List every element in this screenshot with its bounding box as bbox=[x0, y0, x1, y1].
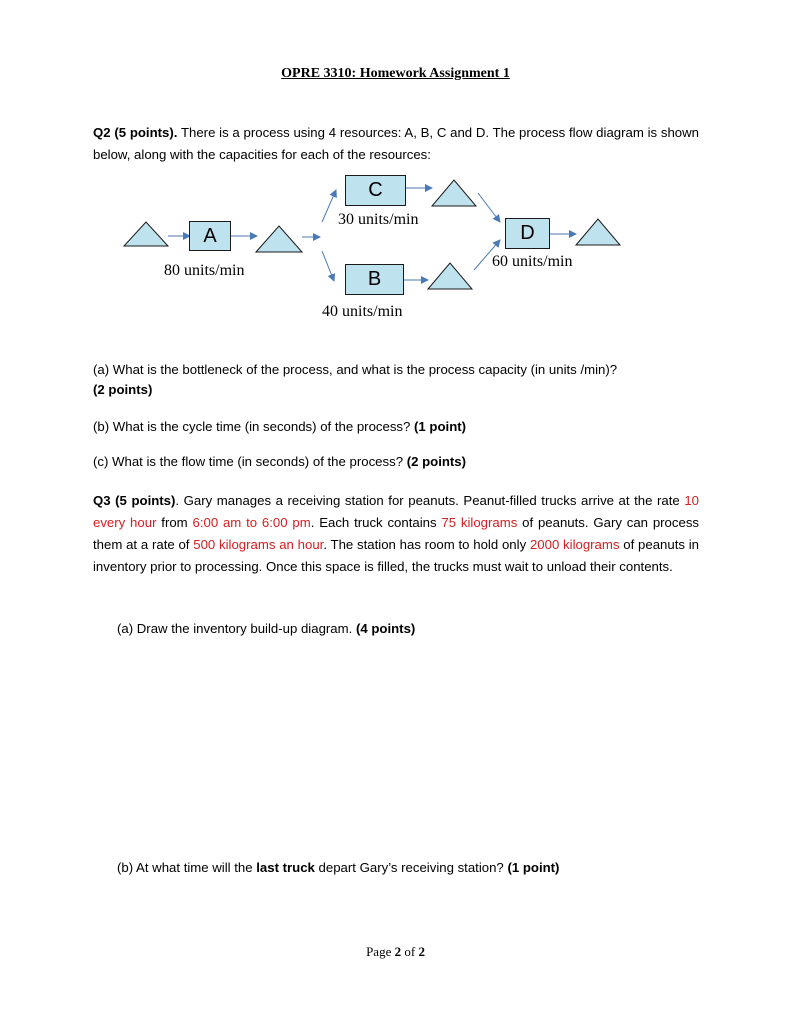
inventory-triangle-start bbox=[124, 222, 168, 246]
q3-part-a-text: (a) Draw the inventory build-up diagram. bbox=[117, 621, 356, 636]
arrow-split-to-b bbox=[322, 251, 334, 281]
page-title: OPRE 3310: Homework Assignment 1 bbox=[281, 66, 510, 81]
arrow-split-to-c bbox=[322, 190, 336, 222]
capacity-label-d: 60 units/min bbox=[492, 253, 573, 270]
resource-box-a: A bbox=[189, 221, 231, 251]
inventory-triangle-after-a bbox=[256, 226, 302, 252]
inventory-triangle-end bbox=[576, 219, 620, 245]
q2-part-a-points: (2 points) bbox=[93, 382, 153, 397]
q2-part-a bbox=[93, 360, 617, 400]
q3-text-2: from bbox=[156, 515, 193, 530]
footer-page-number: 2 bbox=[394, 944, 402, 959]
q2-part-b bbox=[93, 417, 466, 437]
q2-intro-text: There is a process using 4 resources: A, B, C and D. The process flow diagram is shown below, along with the capacities for each of the resources: bbox=[93, 125, 699, 162]
q2-part-b-text: (b) What is the cycle time (in seconds) of the process? bbox=[93, 419, 415, 434]
resource-box-c: C bbox=[345, 175, 406, 206]
q3-process-rate: 500 kilograms an hour bbox=[193, 537, 324, 552]
capacity-label-a: 80 units/min bbox=[164, 262, 245, 279]
q2-part-c-text: (c) What is the flow time (in seconds) of the process? bbox=[93, 454, 407, 469]
q3-part-a bbox=[117, 619, 415, 639]
q3-paragraph bbox=[93, 490, 699, 578]
q2-label: Q2 (5 points). bbox=[93, 125, 178, 140]
capacity-label-b: 40 units/min bbox=[322, 303, 403, 320]
arrow-c-inventory-to-d bbox=[478, 193, 500, 222]
q3-text-3: . Each truck contains bbox=[310, 515, 442, 530]
q3-part-b bbox=[117, 858, 559, 878]
page-footer bbox=[0, 944, 791, 960]
footer-mid: of bbox=[401, 944, 419, 959]
q3-label: Q3 (5 points) bbox=[93, 493, 176, 508]
capacity-label-c: 30 units/min bbox=[338, 211, 419, 228]
q3-text-4: of peanuts. Gary can process them at a rate of bbox=[93, 515, 700, 552]
resource-box-b: B bbox=[345, 264, 404, 295]
inventory-triangle-after-c bbox=[432, 180, 476, 206]
footer-prefix: Page bbox=[366, 944, 395, 959]
q2-part-b-points: (1 point) bbox=[414, 419, 467, 434]
q3-storage-capacity: 2000 kilograms bbox=[529, 537, 620, 552]
q2-part-a-text: (a) What is the bottleneck of the process, and what is the process capacity (in units /min)? bbox=[93, 362, 618, 377]
footer-page-total: 2 bbox=[418, 944, 425, 959]
q3-part-b-bold: last truck bbox=[256, 860, 315, 875]
q3-text-6: of peanuts in inventory prior to processing. Once this space is filled, the trucks must wait to unload their contents. bbox=[93, 537, 699, 574]
q3-part-a-points: (4 points) bbox=[355, 621, 416, 636]
q3-arrival-rate: 10 every hour bbox=[93, 493, 699, 530]
q2-part-c-points: (2 points) bbox=[406, 454, 467, 469]
q3-text-1: . Gary manages a receiving station for peanuts. Peanut-filled trucks arrive at the rate bbox=[175, 493, 685, 508]
q3-time-window: 6:00 am to 6:00 pm bbox=[192, 515, 311, 530]
q3-truck-load: 75 kilograms bbox=[441, 515, 518, 530]
q3-part-b-pre: (b) At what time will the bbox=[117, 860, 257, 875]
inventory-triangle-after-b bbox=[428, 263, 472, 289]
q3-text-5: . The station has room to hold only bbox=[323, 537, 530, 552]
q3-part-b-post: depart Gary’s receiving station? bbox=[314, 860, 508, 875]
q3-part-b-points: (1 point) bbox=[507, 860, 560, 875]
q2-part-c bbox=[93, 452, 466, 472]
resource-box-d: D bbox=[505, 218, 550, 249]
